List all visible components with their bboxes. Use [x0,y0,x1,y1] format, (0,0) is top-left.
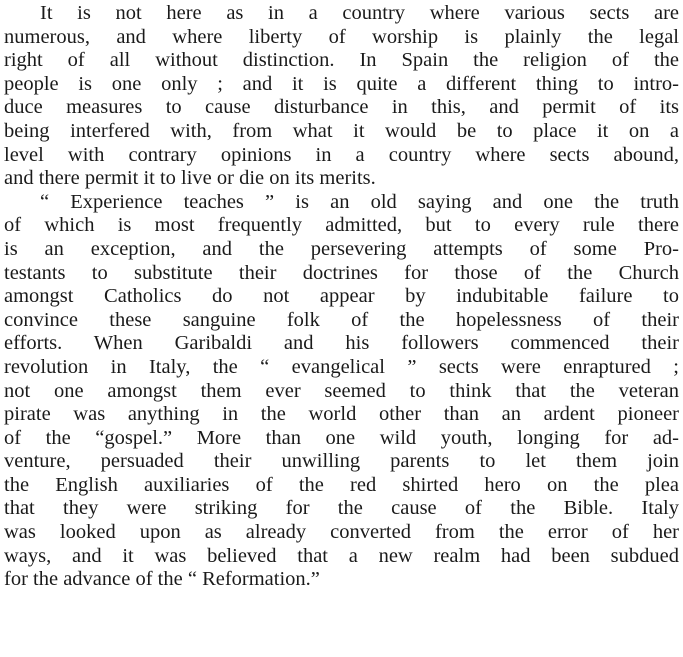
text-line: It is not here as in a country where various sects are [40,2,679,24]
text-line: testants to substitute their doctrines for those of the Church [4,261,679,284]
text-line: ways, and it was believed that a new realm had been subdued [4,544,679,567]
paragraph-2 [4,191,679,592]
text-line: not one amongst them ever seemed to think that the veteran [4,379,679,402]
text-line: is an exception, and the persevering attempts of some Pro- [4,237,679,260]
text-line: duce measures to cause disturbance in this, and permit of its [4,96,679,119]
text-line: for the advance of the “ Reformation.” [4,568,320,591]
text-line: venture, persuaded their unwilling parents to let them join [4,450,679,473]
text-line: revolution in Italy, the “ evangelical ” sects were enraptured ; [4,355,679,378]
text-line: that they were striking for the cause of the Bible. Italy [4,497,679,520]
text-line: of the “gospel.” More than one wild youth, longing for ad- [4,426,679,449]
text-line: right of all without distinction. In Spain the religion of the [4,49,679,72]
text-line: “ Experience teaches ” is an old saying and one the truth [40,190,679,213]
paragraph-1 [4,2,679,191]
text-line: being interfered with, from what it would be to place it on a [4,119,679,142]
text-line: level with contrary opinions in a country where sects abound, [4,143,679,166]
text-line: of which is most frequently admitted, but to every rule there [4,214,679,237]
text-line: the English auxiliaries of the red shirted hero on the plea [4,473,679,496]
text-line: pirate was anything in the world other than an ardent pioneer [4,403,679,426]
text-line: and there permit it to live or die on its merits. [4,167,376,190]
text-line: was looked upon as already converted from the error of her [4,521,679,544]
document-page [4,2,679,592]
text-line: efforts. When Garibaldi and his followers commenced their [4,332,679,355]
text-line: convince these sanguine folk of the hopelessness of their [4,308,679,331]
text-line: amongst Catholics do not appear by indubitable failure to [4,285,679,308]
text-line: people is one only ; and it is quite a different thing to intro- [4,72,679,95]
text-line: numerous, and where liberty of worship is plainly the legal [4,25,679,48]
